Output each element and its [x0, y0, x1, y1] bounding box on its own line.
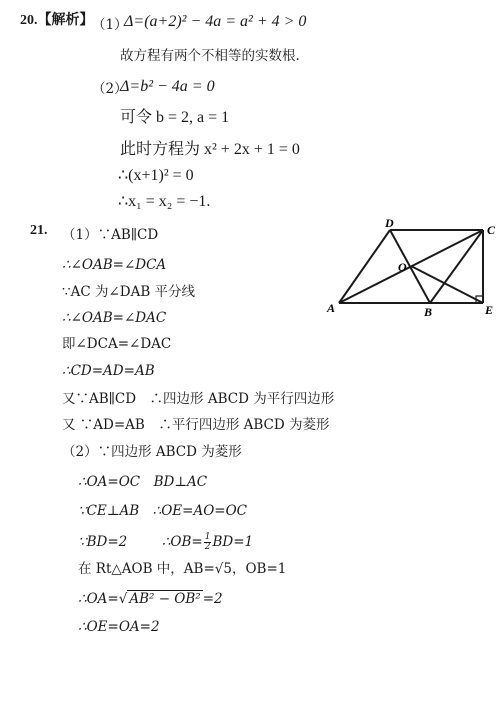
q20-part1-tag: （1）	[92, 17, 128, 33]
q21-line-3: ∵AC 为∠DAB 平分线	[62, 284, 196, 300]
q21-line-1: （1）∵AB∥CD	[62, 227, 159, 243]
q20-label: 20.【解析】	[20, 13, 94, 28]
segment-AD	[339, 230, 390, 303]
label-O: O	[398, 260, 407, 274]
q21-line-10: ∴OA=OC BD⊥AC	[78, 474, 208, 490]
label-B: B	[424, 305, 433, 318]
q21-line-7: 又∵AB∥CD ∴四边形 ABCD 为平行四边形	[62, 391, 335, 407]
q21-line-8: 又 ∵AD=AB ∴平行四边形 ABCD 为菱形	[62, 417, 330, 433]
label-D: D	[385, 218, 394, 230]
q20-part2-tag: （2）	[92, 81, 128, 97]
q21-line-6: ∴CD=AD=AB	[62, 363, 155, 379]
q21-oa-post: =2	[202, 591, 223, 607]
q21-half-fraction	[204, 533, 212, 552]
q20-part2-factored: ∴(x+1)² = 0	[118, 167, 194, 184]
segment-OE	[411, 266, 483, 303]
fraction-denominator: 2	[204, 542, 211, 552]
q21-line-11: ∵CE⊥AB ∴OE=AO=OC	[78, 503, 247, 519]
q20-part2-equation: Δ=b² − 4a = 0	[120, 78, 215, 95]
q21-bd-line	[78, 533, 253, 552]
rhombus-figure	[325, 218, 500, 318]
segment-CB	[430, 230, 483, 303]
q21-bd-right-pre: ∴OB=	[161, 534, 203, 550]
q20-part1-conclusion: 故方程有两个不相等的实数根.	[120, 48, 300, 64]
q21-oa-radicand: AB² − OB²	[129, 591, 201, 607]
label-A: A	[327, 301, 336, 315]
q20-part2-roots: ∴x₁ = x₂ = −1.	[118, 193, 211, 210]
q21-line-5: 即∠DCA=∠DAC	[62, 336, 172, 352]
label-C: C	[487, 223, 496, 237]
q21-line-9: （2）∵四边形 ABCD 为菱形	[62, 444, 242, 460]
fraction-numerator: 1	[204, 532, 211, 542]
diagonal-DB	[390, 230, 430, 303]
q21-line-12: 在 Rt△AOB 中，AB=√5，OB=1	[78, 561, 287, 577]
q21-line-2: ∴∠OAB=∠DCA	[62, 257, 167, 273]
q21-line-13: ∴OE=OA=2	[78, 619, 160, 635]
q21-bd-right-post: BD=1	[212, 534, 254, 550]
q20-part1-equation: Δ=(a+2)² − 4a = a² + 4 > 0	[124, 13, 307, 30]
q21-line-4: ∴∠OAB=∠DAC	[62, 310, 167, 326]
q20-part2-equation-instance: 此时方程为 x² + 2x + 1 = 0	[120, 141, 300, 158]
q21-oa-pre: ∴OA=	[78, 591, 119, 607]
q20-part2-let: 可令 b = 2, a = 1	[120, 109, 230, 126]
q21-label: 21.	[30, 223, 48, 238]
label-E: E	[485, 303, 494, 317]
q21-oa-line: ∴OA=√ AB² − OB² =2	[78, 591, 223, 607]
q21-bd-left: ∵BD=2	[78, 534, 128, 550]
